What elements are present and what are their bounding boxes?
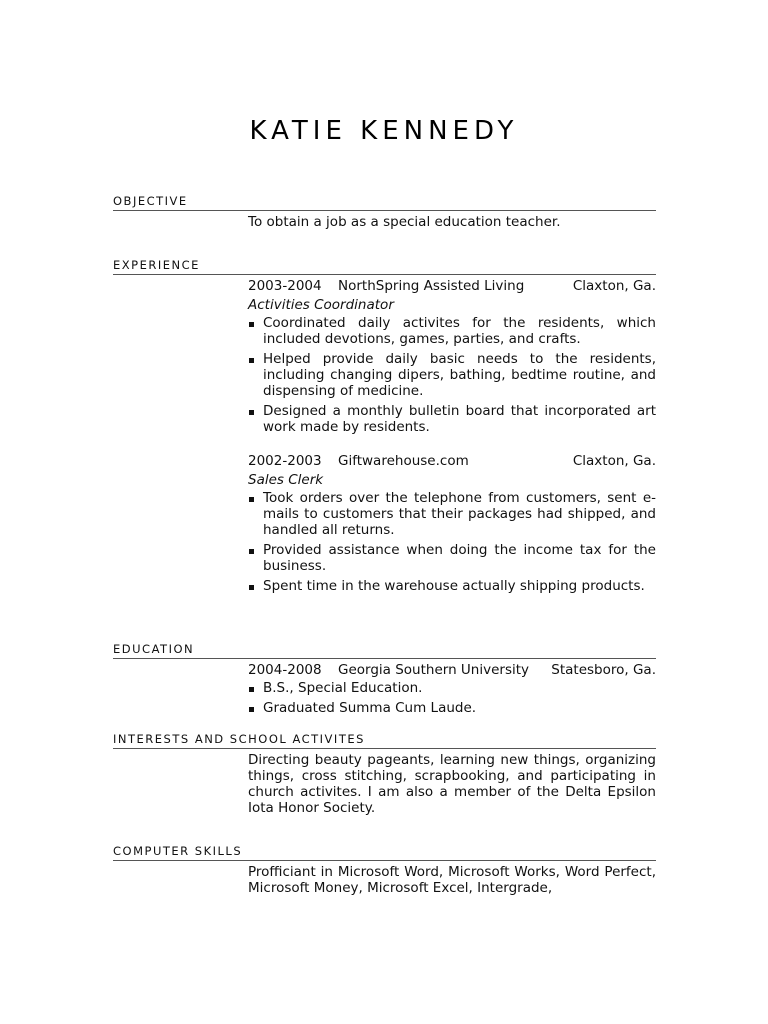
job-duty: Spent time in the warehouse actually shipping products. — [248, 578, 656, 594]
job-dates: 2003-2004 — [248, 278, 322, 294]
job-title: Activities Coordinator — [248, 297, 394, 313]
computer-skills-section — [113, 844, 656, 896]
experience-section — [113, 258, 656, 598]
interests-heading: INTERESTS AND SCHOOL ACTIVITES — [113, 732, 656, 749]
job-header — [248, 278, 656, 296]
education-header — [248, 662, 656, 680]
job-title: Sales Clerk — [248, 472, 324, 488]
objective-section — [113, 194, 656, 230]
job-employer: Giftwarehouse.com — [338, 453, 469, 469]
education-detail: Graduated Summa Cum Laude. — [248, 700, 656, 716]
interests-section — [113, 732, 656, 816]
education-detail: B.S., Special Education. — [248, 680, 656, 696]
education-heading: EDUCATION — [113, 642, 656, 659]
computer-skills-heading: COMPUTER SKILLS — [113, 844, 656, 861]
job-dates: 2002-2003 — [248, 453, 322, 469]
objective-heading: OBJECTIVE — [113, 194, 656, 211]
job-entry — [248, 278, 656, 435]
education-school: Georgia Southern University — [338, 662, 530, 678]
education-details-list — [248, 680, 656, 716]
job-employer: NorthSpring Assisted Living — [338, 278, 525, 294]
job-header — [248, 453, 656, 471]
job-location: Claxton, Ga. — [572, 453, 656, 469]
computer-skills-text: Profficiant in Microsoft Word, Microsoft Works, Word Perfect, Microsoft Money, Microsoft Excel, Intergrade, — [248, 864, 656, 896]
job-duty: Coordinated daily activites for the residents, which included devotions, games, parties, and crafts. — [248, 315, 656, 347]
job-duties-list — [248, 490, 656, 594]
job-entry — [248, 453, 656, 594]
education-section — [113, 642, 656, 720]
job-duty: Took orders over the telephone from customers, sent e-mails to customers that their packages had shipped, and handled all returns. — [248, 490, 656, 538]
education-dates: 2004-2008 — [248, 662, 322, 678]
job-duties-list — [248, 315, 656, 435]
job-location: Claxton, Ga. — [572, 278, 656, 294]
job-duty: Provided assistance when doing the income tax for the business. — [248, 542, 656, 574]
job-duty: Helped provide daily basic needs to the residents, including changing dipers, bathing, bedtime routine, and dispensing of medicine. — [248, 351, 656, 399]
objective-text: To obtain a job as a special education teacher. — [248, 214, 561, 230]
job-duty: Designed a monthly bulletin board that incorporated art work made by residents. — [248, 403, 656, 435]
experience-heading: EXPERIENCE — [113, 258, 656, 275]
resume-name: KATIE KENNEDY — [249, 116, 519, 146]
education-location: Statesboro, Ga. — [551, 662, 656, 678]
interests-text: Directing beauty pageants, learning new things, organizing things, cross stitching, scrapbooking, and participating in church activites. I am also a member of the Delta Epsilon Iota Honor Society. — [248, 752, 656, 816]
